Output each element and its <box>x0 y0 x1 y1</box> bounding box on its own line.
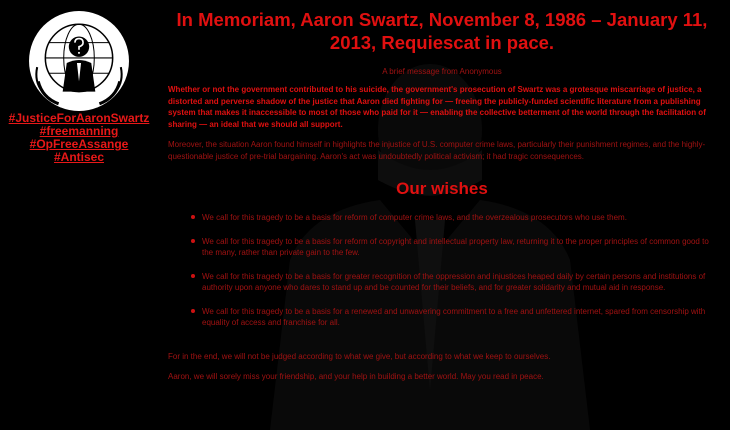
anonymous-emblem-icon <box>28 10 130 112</box>
list-item: We call for this tragedy to be a basis for a renewed and unwavering commitment to a free and unfettered internet, spared from censorship with equality of access and franchise for all. <box>202 306 716 329</box>
closing-paragraph: For in the end, we will not be judged according to what we give, but according to what we keep to ourselves. <box>168 351 551 361</box>
hashtag-link-justice-for-aaron-swartz[interactable]: #JusticeForAaronSwartz <box>8 111 150 125</box>
hashtag-links <box>0 112 158 164</box>
hashtag-link-opfreeassange[interactable]: #OpFreeAssange <box>29 137 129 151</box>
list-item: We call for this tragedy to be a basis for reform of copyright and intellectual property law, returning it to the proper principles of common good to the many, rather than private gain to the few. <box>202 236 716 259</box>
page-title: In Memoriam, Aaron Swartz, November 8, 1986 – January 11, 2013, Requiescat in pace. <box>176 9 708 53</box>
hashtag-link-freemanning[interactable]: #freemanning <box>39 124 119 138</box>
list-item: We call for this tragedy to be a basis for reform of computer crime laws, and the overzealous prosecutors who use them. <box>202 212 716 224</box>
wishes-list <box>168 212 716 329</box>
sidebar <box>0 0 158 164</box>
farewell-paragraph: Aaron, we will sorely miss your friendship, and your help in building a better world. May you read in peace. <box>168 372 544 381</box>
subtitle: A brief message from Anonymous <box>382 67 502 76</box>
lead-paragraph: Whether or not the government contributed to his suicide, the government's prosecution of Swartz was a grotesque miscarriage of justice, a distorted and perverse shadow of the justice that Aaron died fighting for — freeing the publicly-funded scientific literature from a publishing system that makes it inaccessible to most of those who paid for it — enabling the collective betterment of the world through the facilitation of sharing — an ideal that we should all support. <box>168 85 706 129</box>
main-content <box>168 8 716 383</box>
hashtag-link-antisec[interactable]: #Antisec <box>53 150 105 164</box>
wishes-heading: Our wishes <box>396 179 488 198</box>
body-paragraph: Moreover, the situation Aaron found himself in highlights the injustice of U.S. computer crime laws, particularly their punishment regimes, and the highly-questionable justice of pre-trial bargaining. Aaron's act was undoubtedly political activism; it had tragic consequences. <box>168 140 706 161</box>
list-item: We call for this tragedy to be a basis for greater recognition of the oppression and injustices heaped daily by certain persons and institutions of authority upon anyone who dares to stand up and be counted for their beliefs, and for greater solidarity and mutual aid in response. <box>202 271 716 294</box>
